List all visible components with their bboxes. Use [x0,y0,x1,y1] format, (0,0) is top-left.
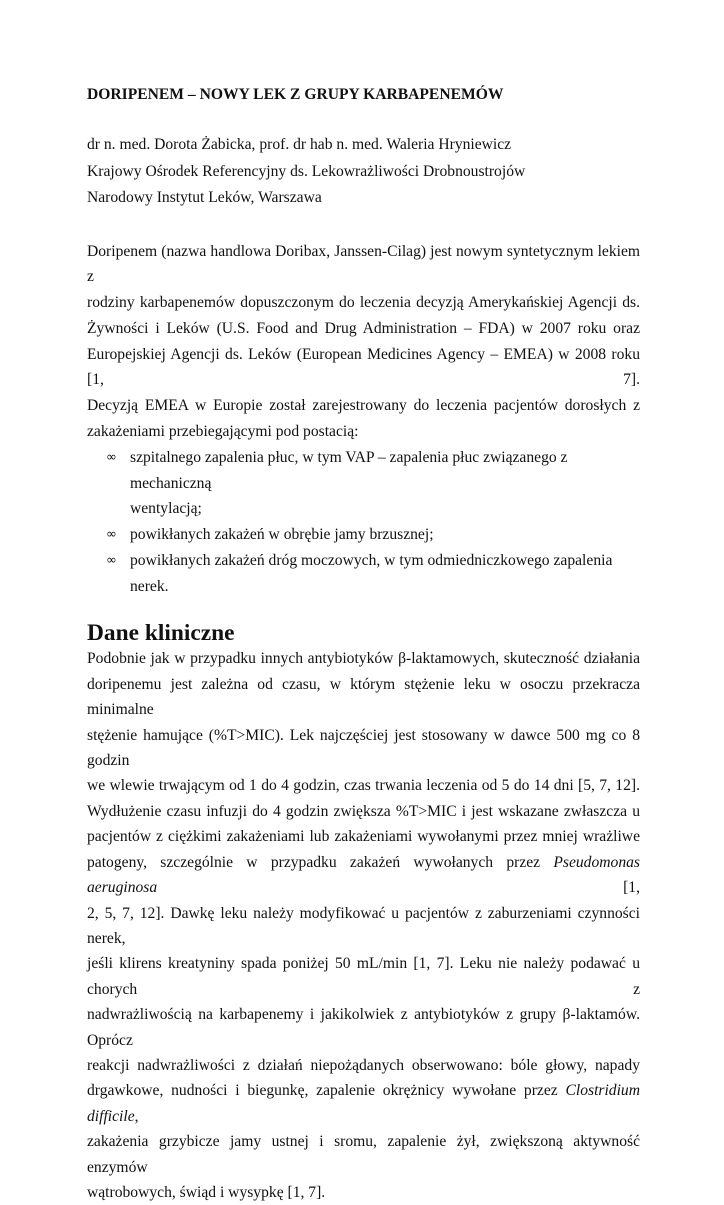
clinical-line: nadwrażliwością na karbapenemy i jakikolwiek z antybiotyków z grupy β-laktamów. Oprócz [87,1006,640,1049]
intro-paragraph [87,239,640,445]
author-block [87,132,640,212]
list-item [87,548,640,600]
list-item-line: powikłanych zakażeń dróg moczowych, w tym odmiedniczkowego zapalenia nerek. [130,552,613,595]
infinity-bullet-icon: ∞ [106,553,117,569]
clinical-line [87,1078,640,1129]
clinical-line: Wydłużenie czasu infuzji do 4 godzin zwiększa %T>MIC i jest wskazane zwłaszcza u [87,802,640,820]
clinical-line-text: patogeny, szczególnie w przypadku zakażeń wywołanych przez [87,853,554,871]
intro-line: Żywności i Leków (U.S. Food and Drug Administration – FDA) w 2007 roku oraz [87,319,640,337]
authors: dr n. med. Dorota Żabicka, prof. dr hab n. med. Waleria Hryniewicz [87,136,512,153]
indication-list [87,445,640,600]
clinical-line: Podobnie jak w przypadku innych antybiotyków β-laktamowych, skuteczność działania [87,650,640,668]
clinical-line: jeśli klirens kreatyniny spada poniżej 50 mL/min [1, 7]. Leku nie należy podawać u chorych z [87,955,640,998]
list-item [87,522,640,548]
institution-line-1: Krajowy Ośrodek Referencyjny ds. Lekowrażliwości Drobnoustrojów [87,162,526,180]
list-item [87,445,640,522]
intro-line: Doripenem (nazwa handlowa Doribax, Janssen-Cilag) jest nowym syntetycznym lekiem z [87,242,640,286]
clinical-line: stężenie hamujące (%T>MIC). Lek najczęściej jest stosowany w dawce 500 mg co 8 godzin [87,726,640,770]
intro-line: zakażeniami przebiegającymi pod postacią: [87,423,359,441]
species-name: Pseudomonas aeruginosa [87,853,640,897]
clinical-paragraph [87,646,640,1205]
clinical-line: doripenemu jest zależna od czasu, w którym stężenie leku w osoczu przekracza minimalne [87,675,640,719]
intro-line: rodziny karbapenemów dopuszczonym do leczenia decyzją Amerykańskiej Agencji ds. [87,294,640,312]
institution-line-2: Narodowy Instytut Leków, Warszawa [87,189,322,206]
infinity-bullet-icon: ∞ [106,527,117,543]
document-page [87,84,640,1205]
intro-line: Decyzją EMEA w Europie został zarejestrowany do leczenia pacjentów dorosłych z [87,397,640,415]
species-name: Clostridium difficile [87,1082,640,1125]
clinical-line [87,850,640,901]
document-title: DORIPENEM – NOWY LEK Z GRUPY KARBAPENEMÓW [87,86,504,103]
clinical-line: reakcji nadwrażliwości z działań niepożądanych obserwowano: bóle głowy, napady [87,1056,640,1074]
clinical-line-text: , [134,1107,139,1125]
section-heading: Dane kliniczne [87,619,235,646]
clinical-line-text: drgawkowe, nudności i biegunkę, zapalenie okrężnicy wywołane przez [87,1082,566,1100]
clinical-line-text: [1, [157,879,640,897]
infinity-bullet-icon: ∞ [106,449,117,465]
list-item-line: powikłanych zakażeń w obrębie jamy brzusznej; [130,526,434,544]
clinical-line: wątrobowych, świąd i wysypkę [1, 7]. [87,1183,326,1201]
list-item-line: szpitalnego zapalenia płuc, w tym VAP – zapalenia płuc związanego z mechaniczną [130,448,568,492]
intro-line: Europejskiej Agencji ds. Leków (European Medicines Agency – EMEA) w 2008 roku [1, 7]. [87,345,640,389]
list-item-line: wentylacją; [130,500,202,518]
clinical-line: we wlewie trwającym od 1 do 4 godzin, czas trwania leczenia od 5 do 14 dni [5, 7, 12]. [87,777,640,795]
clinical-line: pacjentów z ciężkimi zakażeniami lub zakażeniami wywołanymi przez mniej wrażliwe [87,828,640,846]
clinical-line: zakażenia grzybicze jamy ustnej i sromu, zapalenie żył, zwiększoną aktywność enzymów [87,1133,640,1176]
clinical-line: 2, 5, 7, 12]. Dawkę leku należy modyfikować u pacjentów z zaburzeniami czynności nerek, [87,904,640,947]
